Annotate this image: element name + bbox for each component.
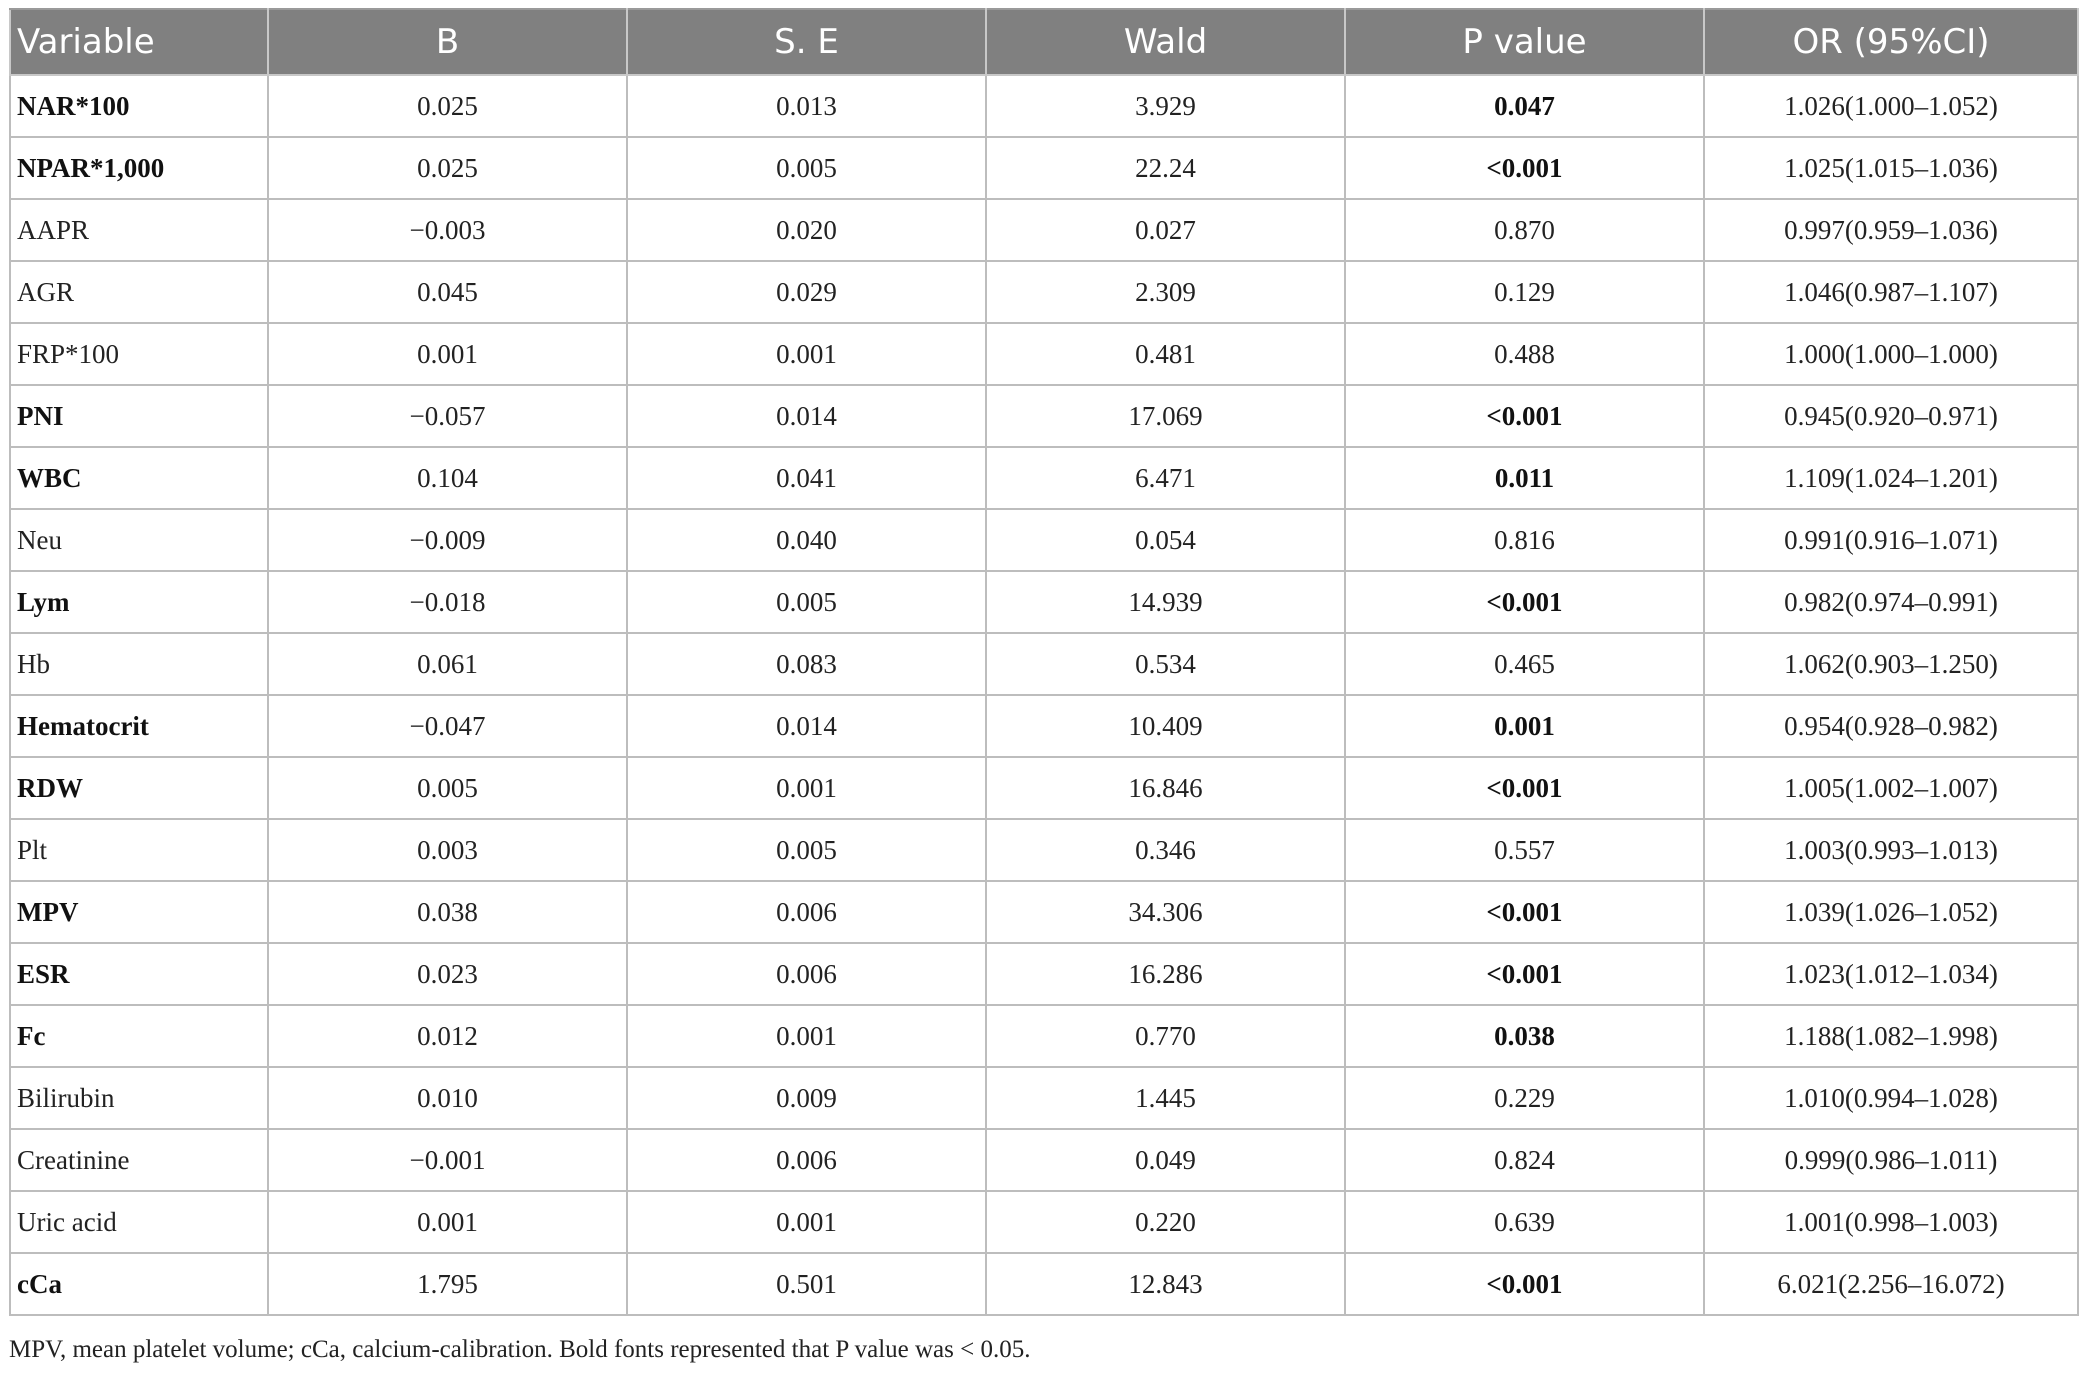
cell-b: 0.025: [268, 75, 627, 137]
cell-b: 0.003: [268, 819, 627, 881]
cell-b: −0.009: [268, 509, 627, 571]
cell-p-value: 0.047: [1345, 75, 1704, 137]
cell-b: 0.104: [268, 447, 627, 509]
cell-variable: MPV: [10, 881, 268, 943]
cell-variable: RDW: [10, 757, 268, 819]
cell-or-ci: 1.005(1.002–1.007): [1704, 757, 2078, 819]
cell-or-ci: 1.000(1.000–1.000): [1704, 323, 2078, 385]
cell-or-ci: 1.001(0.998–1.003): [1704, 1191, 2078, 1253]
cell-p-value: 0.129: [1345, 261, 1704, 323]
cell-b: 0.005: [268, 757, 627, 819]
cell-wald: 0.049: [986, 1129, 1345, 1191]
cell-or-ci: 1.026(1.000–1.052): [1704, 75, 2078, 137]
cell-p-value: 0.488: [1345, 323, 1704, 385]
cell-b: 1.795: [268, 1253, 627, 1315]
cell-b: 0.061: [268, 633, 627, 695]
cell-or-ci: 1.109(1.024–1.201): [1704, 447, 2078, 509]
cell-variable: AAPR: [10, 199, 268, 261]
cell-se: 0.029: [627, 261, 986, 323]
cell-variable: Neu: [10, 509, 268, 571]
cell-se: 0.005: [627, 137, 986, 199]
header-or-ci: OR (95%CI): [1704, 9, 2078, 75]
cell-se: 0.001: [627, 1005, 986, 1067]
cell-wald: 16.846: [986, 757, 1345, 819]
cell-p-value: 0.011: [1345, 447, 1704, 509]
cell-wald: 1.445: [986, 1067, 1345, 1129]
header-variable: Variable: [10, 9, 268, 75]
cell-p-value: 0.557: [1345, 819, 1704, 881]
cell-or-ci: 1.062(0.903–1.250): [1704, 633, 2078, 695]
cell-variable: Uric acid: [10, 1191, 268, 1253]
cell-b: −0.003: [268, 199, 627, 261]
cell-or-ci: 0.982(0.974–0.991): [1704, 571, 2078, 633]
cell-se: 0.014: [627, 695, 986, 757]
cell-or-ci: 6.021(2.256–16.072): [1704, 1253, 2078, 1315]
cell-wald: 34.306: [986, 881, 1345, 943]
cell-wald: 0.220: [986, 1191, 1345, 1253]
cell-b: −0.057: [268, 385, 627, 447]
table-row: [10, 695, 2078, 757]
cell-variable: Plt: [10, 819, 268, 881]
cell-or-ci: 1.010(0.994–1.028): [1704, 1067, 2078, 1129]
cell-se: 0.006: [627, 1129, 986, 1191]
table-row: [10, 757, 2078, 819]
cell-b: −0.001: [268, 1129, 627, 1191]
cell-variable: Hematocrit: [10, 695, 268, 757]
cell-variable: Fc: [10, 1005, 268, 1067]
cell-se: 0.009: [627, 1067, 986, 1129]
table-row: [10, 1191, 2078, 1253]
cell-b: 0.025: [268, 137, 627, 199]
cell-p-value: 0.229: [1345, 1067, 1704, 1129]
cell-se: 0.005: [627, 571, 986, 633]
cell-se: 0.020: [627, 199, 986, 261]
table-row: [10, 509, 2078, 571]
cell-p-value: <0.001: [1345, 385, 1704, 447]
cell-b: 0.010: [268, 1067, 627, 1129]
cell-b: −0.018: [268, 571, 627, 633]
cell-wald: 3.929: [986, 75, 1345, 137]
regression-table-container: [9, 8, 2077, 1316]
cell-or-ci: 0.945(0.920–0.971): [1704, 385, 2078, 447]
cell-variable: WBC: [10, 447, 268, 509]
cell-se: 0.083: [627, 633, 986, 695]
cell-variable: FRP*100: [10, 323, 268, 385]
cell-b: 0.023: [268, 943, 627, 1005]
cell-se: 0.005: [627, 819, 986, 881]
table-row: [10, 881, 2078, 943]
cell-or-ci: 1.003(0.993–1.013): [1704, 819, 2078, 881]
table-row: [10, 943, 2078, 1005]
cell-p-value: 0.816: [1345, 509, 1704, 571]
table-header-row: [10, 9, 2078, 75]
cell-p-value: <0.001: [1345, 881, 1704, 943]
cell-variable: AGR: [10, 261, 268, 323]
cell-p-value: 0.824: [1345, 1129, 1704, 1191]
table-footnote: MPV, mean platelet volume; cCa, calcium-calibration. Bold fonts represented that P value was < 0.05.: [9, 1336, 1031, 1363]
cell-se: 0.006: [627, 943, 986, 1005]
cell-or-ci: 0.954(0.928–0.982): [1704, 695, 2078, 757]
cell-wald: 17.069: [986, 385, 1345, 447]
cell-wald: 22.24: [986, 137, 1345, 199]
cell-variable: NAR*100: [10, 75, 268, 137]
cell-or-ci: 1.046(0.987–1.107): [1704, 261, 2078, 323]
cell-se: 0.501: [627, 1253, 986, 1315]
cell-wald: 0.054: [986, 509, 1345, 571]
cell-wald: 2.309: [986, 261, 1345, 323]
cell-b: −0.047: [268, 695, 627, 757]
cell-se: 0.041: [627, 447, 986, 509]
table-row: [10, 1253, 2078, 1315]
cell-or-ci: 1.039(1.026–1.052): [1704, 881, 2078, 943]
cell-p-value: 0.001: [1345, 695, 1704, 757]
header-p-value: P value: [1345, 9, 1704, 75]
cell-wald: 0.770: [986, 1005, 1345, 1067]
cell-se: 0.014: [627, 385, 986, 447]
cell-wald: 10.409: [986, 695, 1345, 757]
table-row: [10, 571, 2078, 633]
cell-p-value: <0.001: [1345, 571, 1704, 633]
cell-p-value: <0.001: [1345, 943, 1704, 1005]
cell-or-ci: 1.188(1.082–1.998): [1704, 1005, 2078, 1067]
table-row: [10, 633, 2078, 695]
cell-variable: PNI: [10, 385, 268, 447]
cell-wald: 0.346: [986, 819, 1345, 881]
cell-wald: 6.471: [986, 447, 1345, 509]
cell-se: 0.013: [627, 75, 986, 137]
table-row: [10, 137, 2078, 199]
header-b: B: [268, 9, 627, 75]
cell-se: 0.006: [627, 881, 986, 943]
cell-p-value: 0.870: [1345, 199, 1704, 261]
cell-b: 0.038: [268, 881, 627, 943]
header-wald: Wald: [986, 9, 1345, 75]
cell-variable: Bilirubin: [10, 1067, 268, 1129]
cell-wald: 16.286: [986, 943, 1345, 1005]
header-se: S. E: [627, 9, 986, 75]
cell-or-ci: 0.999(0.986–1.011): [1704, 1129, 2078, 1191]
cell-wald: 0.534: [986, 633, 1345, 695]
cell-b: 0.012: [268, 1005, 627, 1067]
cell-b: 0.001: [268, 323, 627, 385]
cell-p-value: 0.038: [1345, 1005, 1704, 1067]
regression-table: [9, 8, 2079, 1316]
table-row: [10, 261, 2078, 323]
table-row: [10, 819, 2078, 881]
cell-se: 0.001: [627, 323, 986, 385]
cell-se: 0.040: [627, 509, 986, 571]
cell-wald: 0.481: [986, 323, 1345, 385]
table-body: [10, 75, 2078, 1315]
table-row: [10, 1067, 2078, 1129]
cell-p-value: <0.001: [1345, 1253, 1704, 1315]
cell-or-ci: 0.997(0.959–1.036): [1704, 199, 2078, 261]
cell-wald: 14.939: [986, 571, 1345, 633]
cell-or-ci: 1.023(1.012–1.034): [1704, 943, 2078, 1005]
cell-wald: 12.843: [986, 1253, 1345, 1315]
table-row: [10, 1005, 2078, 1067]
cell-or-ci: 0.991(0.916–1.071): [1704, 509, 2078, 571]
cell-se: 0.001: [627, 757, 986, 819]
table-row: [10, 75, 2078, 137]
cell-b: 0.045: [268, 261, 627, 323]
cell-variable: ESR: [10, 943, 268, 1005]
cell-b: 0.001: [268, 1191, 627, 1253]
cell-se: 0.001: [627, 1191, 986, 1253]
cell-p-value: <0.001: [1345, 137, 1704, 199]
table-row: [10, 447, 2078, 509]
table-row: [10, 323, 2078, 385]
cell-p-value: <0.001: [1345, 757, 1704, 819]
cell-p-value: 0.639: [1345, 1191, 1704, 1253]
cell-variable: Creatinine: [10, 1129, 268, 1191]
cell-variable: cCa: [10, 1253, 268, 1315]
cell-p-value: 0.465: [1345, 633, 1704, 695]
cell-or-ci: 1.025(1.015–1.036): [1704, 137, 2078, 199]
table-row: [10, 199, 2078, 261]
cell-variable: Lym: [10, 571, 268, 633]
table-row: [10, 385, 2078, 447]
cell-variable: NPAR*1,000: [10, 137, 268, 199]
cell-wald: 0.027: [986, 199, 1345, 261]
cell-variable: Hb: [10, 633, 268, 695]
table-row: [10, 1129, 2078, 1191]
